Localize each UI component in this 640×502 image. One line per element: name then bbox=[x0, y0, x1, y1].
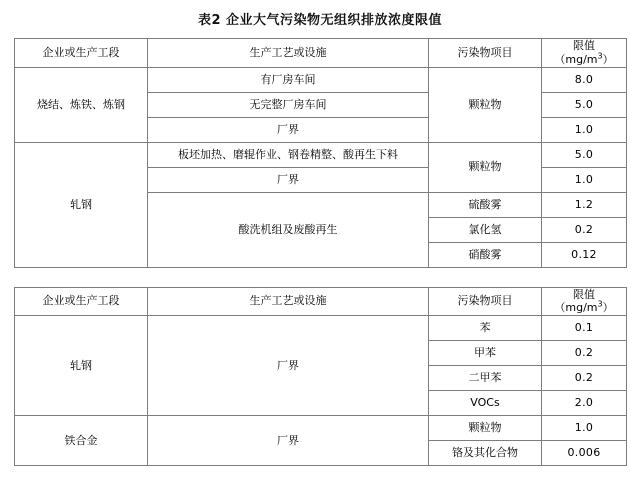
cell-limit: 2.0 bbox=[542, 391, 627, 416]
table-header-row bbox=[15, 287, 627, 316]
limit-header-superscript: 3 bbox=[597, 51, 603, 61]
cell-process: 有厂房车间 bbox=[148, 67, 429, 92]
limit-header-prefix: 限值（mg/m bbox=[554, 287, 598, 315]
cell-process: 厂界 bbox=[148, 416, 429, 466]
column-header-process: 生产工艺或设施 bbox=[148, 39, 429, 68]
cell-process: 厂界 bbox=[148, 167, 429, 192]
cell-enterprise: 轧钢 bbox=[15, 142, 148, 267]
cell-process: 厂界 bbox=[148, 117, 429, 142]
cell-process: 无完整厂房车间 bbox=[148, 92, 429, 117]
cell-limit: 1.0 bbox=[542, 416, 627, 441]
cell-pollutant: 颗粒物 bbox=[429, 416, 542, 441]
page-title: 表2 企业大气污染物无组织排放浓度限值 bbox=[197, 13, 443, 28]
column-header-pollutant: 污染物项目 bbox=[429, 39, 542, 68]
cell-limit: 0.12 bbox=[542, 242, 627, 267]
emission-limits-table-2 bbox=[14, 287, 627, 467]
cell-pollutant: 氯化氢 bbox=[429, 217, 542, 242]
cell-limit: 0.2 bbox=[542, 217, 627, 242]
cell-process: 厂界 bbox=[148, 316, 429, 416]
cell-process: 酸洗机组及废酸再生 bbox=[148, 192, 429, 267]
cell-pollutant: 颗粒物 bbox=[429, 142, 542, 192]
cell-limit: 0.2 bbox=[542, 366, 627, 391]
cell-enterprise: 轧钢 bbox=[15, 316, 148, 416]
cell-process: 板坯加热、磨辊作业、钢卷精整、酸再生下料 bbox=[148, 142, 429, 167]
table-header-row bbox=[15, 39, 627, 68]
cell-limit: 1.2 bbox=[542, 192, 627, 217]
cell-limit: 0.1 bbox=[542, 316, 627, 341]
cell-pollutant: 二甲苯 bbox=[429, 366, 542, 391]
column-header-process: 生产工艺或设施 bbox=[148, 287, 429, 316]
cell-limit: 0.2 bbox=[542, 341, 627, 366]
table-row bbox=[15, 142, 627, 167]
table-row bbox=[15, 67, 627, 92]
cell-pollutant: 颗粒物 bbox=[429, 67, 542, 142]
limit-header-suffix: ） bbox=[602, 52, 614, 66]
cell-limit: 1.0 bbox=[542, 117, 627, 142]
table-gap bbox=[14, 268, 626, 287]
column-header-limit bbox=[542, 287, 627, 316]
column-header-enterprise: 企业或生产工段 bbox=[15, 287, 148, 316]
cell-pollutant: 甲苯 bbox=[429, 341, 542, 366]
cell-limit: 8.0 bbox=[542, 67, 627, 92]
limit-header-prefix: 限值（mg/m bbox=[554, 39, 598, 66]
cell-pollutant: VOCs bbox=[429, 391, 542, 416]
cell-limit: 5.0 bbox=[542, 92, 627, 117]
cell-limit: 0.006 bbox=[542, 441, 627, 466]
table-row bbox=[15, 316, 627, 341]
cell-limit: 5.0 bbox=[542, 142, 627, 167]
cell-pollutant: 铬及其化合物 bbox=[429, 441, 542, 466]
cell-pollutant: 苯 bbox=[429, 316, 542, 341]
column-header-pollutant: 污染物项目 bbox=[429, 287, 542, 316]
cell-pollutant: 硝酸雾 bbox=[429, 242, 542, 267]
limit-header-superscript: 3 bbox=[597, 299, 603, 309]
limit-header-suffix: ） bbox=[602, 301, 614, 315]
table-row bbox=[15, 416, 627, 441]
emission-limits-table-1 bbox=[14, 38, 627, 268]
cell-limit: 1.0 bbox=[542, 167, 627, 192]
column-header-limit bbox=[542, 39, 627, 68]
cell-enterprise: 烧结、炼铁、炼钢 bbox=[15, 67, 148, 142]
column-header-enterprise: 企业或生产工段 bbox=[15, 39, 148, 68]
cell-pollutant: 硫酸雾 bbox=[429, 192, 542, 217]
cell-enterprise: 铁合金 bbox=[15, 416, 148, 466]
